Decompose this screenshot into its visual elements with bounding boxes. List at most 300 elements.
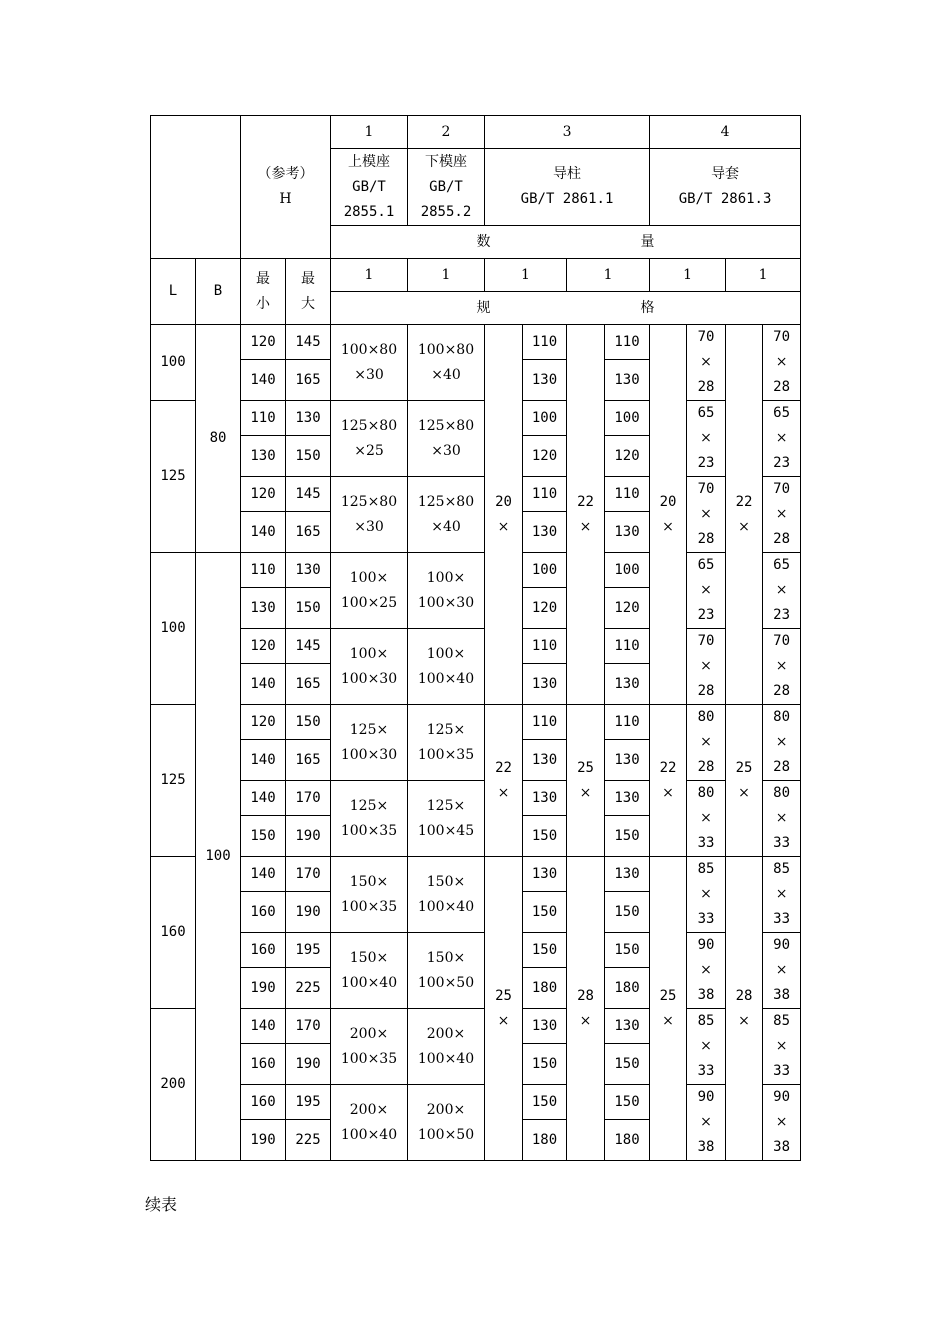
h-max: 190: [286, 816, 331, 857]
times-sign: ×: [497, 784, 510, 801]
guide-bush-spec: [687, 857, 726, 933]
upper-base-spec-line: 125×: [349, 797, 389, 814]
times-sign: ×: [579, 784, 592, 801]
b-value: 80: [196, 325, 241, 553]
guide-post2-diameter: [567, 705, 605, 857]
upper-base-spec-line: 100×35: [340, 822, 398, 839]
guide-post-length: 130: [523, 740, 567, 781]
upper-base-spec-line: ×30: [354, 366, 384, 383]
guide-post2-length: 150: [605, 1044, 650, 1085]
guide-bush-spec: [687, 781, 726, 857]
h-min: 120: [241, 705, 286, 740]
col-num-1: 1: [331, 116, 408, 149]
lower-base-spec: [408, 705, 485, 781]
times-sign: ×: [662, 784, 674, 801]
quantity-label: 数 量: [331, 226, 801, 259]
die-set-spec-table: [150, 115, 801, 1161]
lower-base-spec: [408, 477, 485, 553]
bush-spec-b: 33: [697, 1063, 715, 1079]
qty-guide-bush-b: 1: [726, 259, 801, 292]
diameter-value: 25: [577, 759, 594, 776]
upper-base-spec-line: 100×80: [340, 341, 398, 358]
h-min: 140: [241, 781, 286, 816]
guide-post-length: 150: [523, 933, 567, 968]
h-max: 195: [286, 1085, 331, 1120]
upper-base-spec-line: ×25: [354, 442, 384, 459]
h-max: 145: [286, 477, 331, 512]
times-sign: ×: [700, 506, 712, 522]
bush2-spec-a: 85: [773, 861, 790, 877]
lower-base-spec-line: 100×40: [417, 898, 475, 915]
lower-base-spec-line: 100×45: [417, 822, 475, 839]
h-min: 140: [241, 512, 286, 553]
guide-bush2-diameter: [726, 325, 763, 705]
l-value: 125: [151, 705, 196, 857]
h-max: 170: [286, 1009, 331, 1044]
bush2-spec-b: 23: [773, 607, 790, 623]
times-sign: ×: [775, 506, 788, 522]
times-sign: ×: [775, 734, 788, 750]
times-sign: ×: [497, 518, 510, 535]
guide-bush-diameter: [650, 325, 687, 705]
lower-base-spec-line: 125×80: [417, 493, 475, 510]
guide-post2-length: 130: [605, 1009, 650, 1044]
times-sign: ×: [775, 886, 788, 902]
qty-lower-base: 1: [408, 259, 485, 292]
times-sign: ×: [700, 962, 712, 978]
bush2-spec-b: 28: [773, 531, 790, 547]
l-header: L: [151, 259, 196, 325]
bush2-spec-a: 90: [773, 937, 790, 953]
h-max: 165: [286, 360, 331, 401]
times-sign: ×: [700, 886, 712, 902]
guide-post2-length: 130: [605, 781, 650, 816]
bush-spec-a: 70: [697, 329, 715, 345]
guide-post-length: 130: [523, 512, 567, 553]
guide-post-length: 150: [523, 816, 567, 857]
bush2-spec-b: 38: [773, 1139, 790, 1155]
upper-base-spec: [331, 1085, 408, 1161]
upper-base-spec-line: 125×: [349, 721, 389, 738]
guide-post2-length: 120: [605, 436, 650, 477]
h-min: 140: [241, 740, 286, 781]
guide-bush-spec: [687, 325, 726, 401]
bush2-spec-b: 28: [773, 379, 790, 395]
h-max: 170: [286, 781, 331, 816]
bush2-spec-a: 80: [773, 785, 790, 801]
h-min: 110: [241, 401, 286, 436]
guide-post2-length: 150: [605, 892, 650, 933]
bush2-spec-a: 70: [773, 329, 790, 345]
h-min: 160: [241, 933, 286, 968]
times-sign: ×: [775, 962, 788, 978]
times-sign: ×: [497, 1012, 510, 1029]
guide-bush-spec: [687, 401, 726, 477]
bush2-spec-b: 28: [773, 759, 790, 775]
upper-base-spec: [331, 857, 408, 933]
h-max: 130: [286, 553, 331, 588]
bush2-spec-b: 33: [773, 1063, 790, 1079]
guide-bush-diameter: [650, 857, 687, 1161]
bush2-spec-b: 28: [773, 683, 790, 699]
lower-base-spec: [408, 629, 485, 705]
table-row: [151, 1085, 801, 1120]
guide-post-length: 100: [523, 553, 567, 588]
bush2-spec-b: 33: [773, 911, 790, 927]
upper-base-spec-line: 125×80: [340, 493, 398, 510]
lower-base-spec: [408, 553, 485, 629]
lower-base-spec-line: ×40: [431, 366, 461, 383]
upper-base-spec: [331, 629, 408, 705]
times-sign: ×: [579, 1012, 592, 1029]
guide-bush2-spec: [763, 857, 801, 933]
upper-base-header: 上模座 GB/T 2855.1: [331, 149, 408, 226]
h-min: 130: [241, 588, 286, 629]
table-row: [151, 857, 801, 892]
guide-post-length: 110: [523, 325, 567, 360]
h-max: 150: [286, 705, 331, 740]
h-max: 145: [286, 629, 331, 664]
diameter-value: 20: [659, 493, 677, 510]
h-min: 140: [241, 360, 286, 401]
h-max: 170: [286, 857, 331, 892]
bush-spec-b: 28: [697, 531, 715, 547]
upper-base-spec-line: 150×: [349, 873, 389, 890]
l-value: 100: [151, 553, 196, 705]
upper-base-spec-line: 150×: [349, 949, 389, 966]
times-sign: ×: [700, 734, 712, 750]
bush-spec-b: 33: [697, 835, 715, 851]
h-max: 165: [286, 664, 331, 705]
lower-base-spec-line: 200×: [426, 1101, 466, 1118]
times-sign: ×: [775, 1114, 788, 1130]
h-min: 190: [241, 1120, 286, 1161]
upper-base-spec: [331, 933, 408, 1009]
guide-post-length: 120: [523, 588, 567, 629]
lower-base-spec-line: 100×: [426, 569, 466, 586]
qty-guide-post-b: 1: [567, 259, 650, 292]
bush-spec-a: 90: [697, 1089, 715, 1105]
lower-base-spec-line: 100×40: [417, 1050, 475, 1067]
bush-spec-b: 38: [697, 987, 715, 1003]
times-sign: ×: [700, 810, 712, 826]
upper-base-spec: [331, 477, 408, 553]
diameter-value: 28: [735, 987, 753, 1004]
guide-bush2-spec: [763, 477, 801, 553]
h-max: 165: [286, 740, 331, 781]
diameter-value: 22: [735, 493, 753, 510]
guide-bush-spec: [687, 933, 726, 1009]
guide-bush2-spec: [763, 553, 801, 629]
bush-spec-b: 38: [697, 1139, 715, 1155]
h-max: 225: [286, 1120, 331, 1161]
bush-spec-a: 80: [697, 709, 715, 725]
h-min: 120: [241, 325, 286, 360]
upper-base-spec-line: 100×25: [340, 594, 398, 611]
lower-base-spec: [408, 781, 485, 857]
h-min: 160: [241, 892, 286, 933]
lower-base-spec-line: 200×: [426, 1025, 466, 1042]
bush-spec-a: 70: [697, 633, 715, 649]
guide-bush2-spec: [763, 401, 801, 477]
guide-post-length: 180: [523, 968, 567, 1009]
lower-base-spec-line: ×40: [431, 518, 461, 535]
guide-post2-length: 110: [605, 477, 650, 512]
guide-bush2-spec: [763, 933, 801, 1009]
guide-post-length: 120: [523, 436, 567, 477]
h-min: 110: [241, 553, 286, 588]
guide-post2-length: 110: [605, 325, 650, 360]
guide-post2-length: 100: [605, 401, 650, 436]
h-max: 195: [286, 933, 331, 968]
h-label: H: [279, 191, 292, 207]
h-max: 145: [286, 325, 331, 360]
h-min: 140: [241, 664, 286, 705]
guide-post2-length: 130: [605, 512, 650, 553]
guide-bush2-spec: [763, 325, 801, 401]
bush-spec-b: 28: [697, 683, 715, 699]
upper-base-spec-line: 100×35: [340, 898, 398, 915]
guide-post2-length: 150: [605, 933, 650, 968]
diameter-value: 25: [735, 759, 753, 776]
guide-bush2-spec: [763, 1009, 801, 1085]
lower-base-spec-line: 125×: [426, 721, 466, 738]
guide-post-length: 130: [523, 360, 567, 401]
guide-post2-length: 130: [605, 740, 650, 781]
bush-spec-a: 90: [697, 937, 715, 953]
times-sign: ×: [662, 1012, 674, 1029]
b-header: B: [196, 259, 241, 325]
bush-spec-a: 85: [697, 1013, 715, 1029]
bush-spec-a: 70: [697, 481, 715, 497]
guide-post-length: 110: [523, 629, 567, 664]
lower-base-spec-line: 150×: [426, 949, 466, 966]
h-max: 165: [286, 512, 331, 553]
guide-post2-length: 130: [605, 664, 650, 705]
continued-table-note: 续表: [145, 1195, 178, 1214]
lower-base-spec-line: 125×: [426, 797, 466, 814]
h-min: 120: [241, 629, 286, 664]
bush-spec-a: 80: [697, 785, 715, 801]
h-max: 150: [286, 436, 331, 477]
qty-upper-base: 1: [331, 259, 408, 292]
spec-label: 规 格: [331, 292, 801, 325]
l-value: 160: [151, 857, 196, 1009]
times-sign: ×: [700, 658, 712, 674]
times-sign: ×: [700, 354, 712, 370]
upper-base-spec-line: ×30: [354, 518, 384, 535]
lower-base-spec-line: 100×40: [417, 670, 475, 687]
l-value: 100: [151, 325, 196, 401]
bush-spec-b: 23: [697, 607, 715, 623]
l-value: 200: [151, 1009, 196, 1161]
times-sign: ×: [775, 354, 788, 370]
guide-post2-length: 150: [605, 1085, 650, 1120]
guide-post-length: 150: [523, 1085, 567, 1120]
guide-post2-length: 110: [605, 629, 650, 664]
times-sign: ×: [738, 518, 750, 535]
diameter-value: 20: [495, 493, 512, 510]
h-min: 130: [241, 436, 286, 477]
guide-post-length: 110: [523, 705, 567, 740]
guide-bush-spec: [687, 629, 726, 705]
guide-post2-length: 180: [605, 1120, 650, 1161]
guide-post-length: 130: [523, 1009, 567, 1044]
times-sign: ×: [700, 1114, 712, 1130]
diameter-value: 28: [577, 987, 594, 1004]
h-min: 140: [241, 857, 286, 892]
guide-post-diameter: [485, 857, 523, 1161]
upper-base-spec-line: 100×: [349, 569, 389, 586]
guide-post-length: 130: [523, 664, 567, 705]
col-num-2: 2: [408, 116, 485, 149]
diameter-value: 22: [495, 759, 512, 776]
times-sign: ×: [579, 518, 592, 535]
h-min: 190: [241, 968, 286, 1009]
guide-post2-length: 110: [605, 705, 650, 740]
lower-base-spec-line: 125×80: [417, 417, 475, 434]
times-sign: ×: [775, 810, 788, 826]
guide-bush2-diameter: [726, 705, 763, 857]
guide-bush-spec: [687, 477, 726, 553]
bush2-spec-a: 70: [773, 633, 790, 649]
bush2-spec-a: 80: [773, 709, 790, 725]
times-sign: ×: [775, 1038, 788, 1054]
guide-post-length: 110: [523, 477, 567, 512]
diameter-value: 25: [659, 987, 677, 1004]
table-row: [151, 477, 801, 512]
times-sign: ×: [775, 582, 788, 598]
h-min: 150: [241, 816, 286, 857]
h-max: 190: [286, 892, 331, 933]
h-max: 190: [286, 1044, 331, 1085]
guide-bush-spec: [687, 705, 726, 781]
bush2-spec-a: 85: [773, 1013, 790, 1029]
lower-base-spec-line: ×30: [431, 442, 461, 459]
diameter-value: 22: [659, 759, 677, 776]
guide-bush-spec: [687, 553, 726, 629]
guide-bush-spec: [687, 1085, 726, 1161]
guide-post-length: 100: [523, 401, 567, 436]
table-row: [151, 1009, 801, 1044]
h-max: 225: [286, 968, 331, 1009]
times-sign: ×: [662, 518, 674, 535]
h-min: 140: [241, 1009, 286, 1044]
bush-spec-a: 65: [697, 405, 715, 421]
col-num-4: 4: [650, 116, 801, 149]
diameter-value: 25: [495, 987, 512, 1004]
qty-guide-post-a: 1: [485, 259, 567, 292]
upper-base-spec: [331, 325, 408, 401]
bush-spec-a: 65: [697, 557, 715, 573]
lower-base-spec-line: 100×50: [417, 974, 475, 991]
guide-bush-header: 导套 GB/T 2861.3: [650, 149, 801, 226]
times-sign: ×: [738, 784, 750, 801]
lower-base-spec: [408, 401, 485, 477]
h-max: 130: [286, 401, 331, 436]
guide-post-length: 130: [523, 781, 567, 816]
times-sign: ×: [700, 430, 712, 446]
upper-base-spec: [331, 401, 408, 477]
upper-base-spec-line: 100×30: [340, 746, 398, 763]
bush2-spec-a: 65: [773, 557, 790, 573]
bush-spec-b: 23: [697, 455, 715, 471]
guide-post-length: 180: [523, 1120, 567, 1161]
col-num-3: 3: [485, 116, 650, 149]
lower-base-spec-line: 100×50: [417, 1126, 475, 1143]
guide-bush-diameter: [650, 705, 687, 857]
lower-base-spec: [408, 1085, 485, 1161]
upper-base-spec: [331, 553, 408, 629]
lower-base-spec-line: 150×: [426, 873, 466, 890]
times-sign: ×: [775, 430, 788, 446]
guide-bush2-spec: [763, 781, 801, 857]
lower-base-spec-line: 100×: [426, 645, 466, 662]
upper-base-spec: [331, 781, 408, 857]
table-row: [151, 401, 801, 436]
qty-guide-bush-a: 1: [650, 259, 726, 292]
bush2-spec-a: 70: [773, 481, 790, 497]
upper-base-spec: [331, 705, 408, 781]
table-row: [151, 629, 801, 664]
times-sign: ×: [700, 1038, 712, 1054]
table-row: [151, 781, 801, 816]
upper-base-spec: [331, 1009, 408, 1085]
l-value: 125: [151, 401, 196, 553]
lower-base-spec-line: 100×35: [417, 746, 475, 763]
bush2-spec-a: 90: [773, 1089, 790, 1105]
lower-base-spec: [408, 857, 485, 933]
guide-bush2-spec: [763, 629, 801, 705]
guide-bush2-spec: [763, 705, 801, 781]
bush-spec-b: 28: [697, 379, 715, 395]
b-value: 100: [196, 553, 241, 1161]
h-min: 160: [241, 1085, 286, 1120]
bush2-spec-a: 65: [773, 405, 790, 421]
guide-bush2-spec: [763, 1085, 801, 1161]
h-min: 120: [241, 477, 286, 512]
bush2-spec-b: 33: [773, 835, 790, 851]
times-sign: ×: [700, 582, 712, 598]
ref-label: （参考）: [257, 166, 314, 182]
guide-bush-spec: [687, 1009, 726, 1085]
min-header: 最 小: [241, 259, 286, 325]
bush2-spec-b: 23: [773, 455, 790, 471]
max-header: 最 大: [286, 259, 331, 325]
upper-base-spec-line: 100×40: [340, 974, 398, 991]
guide-post-length: 130: [523, 857, 567, 892]
guide-post2-length: 130: [605, 360, 650, 401]
table-row: [151, 325, 801, 360]
diameter-value: 22: [577, 493, 594, 510]
h-max: 150: [286, 588, 331, 629]
guide-post-header: 导柱 GB/T 2861.1: [485, 149, 650, 226]
bush-spec-a: 85: [697, 861, 715, 877]
upper-base-spec-line: 125×80: [340, 417, 398, 434]
bush-spec-b: 33: [697, 911, 715, 927]
times-sign: ×: [738, 1012, 750, 1029]
bush-spec-b: 28: [697, 759, 715, 775]
guide-post-diameter: [485, 705, 523, 857]
guide-post-length: 150: [523, 1044, 567, 1085]
guide-post2-length: 180: [605, 968, 650, 1009]
guide-post2-length: 120: [605, 588, 650, 629]
guide-bush2-diameter: [726, 857, 763, 1161]
table-row: [151, 933, 801, 968]
lower-base-spec: [408, 933, 485, 1009]
guide-post2-length: 100: [605, 553, 650, 588]
times-sign: ×: [775, 658, 788, 674]
